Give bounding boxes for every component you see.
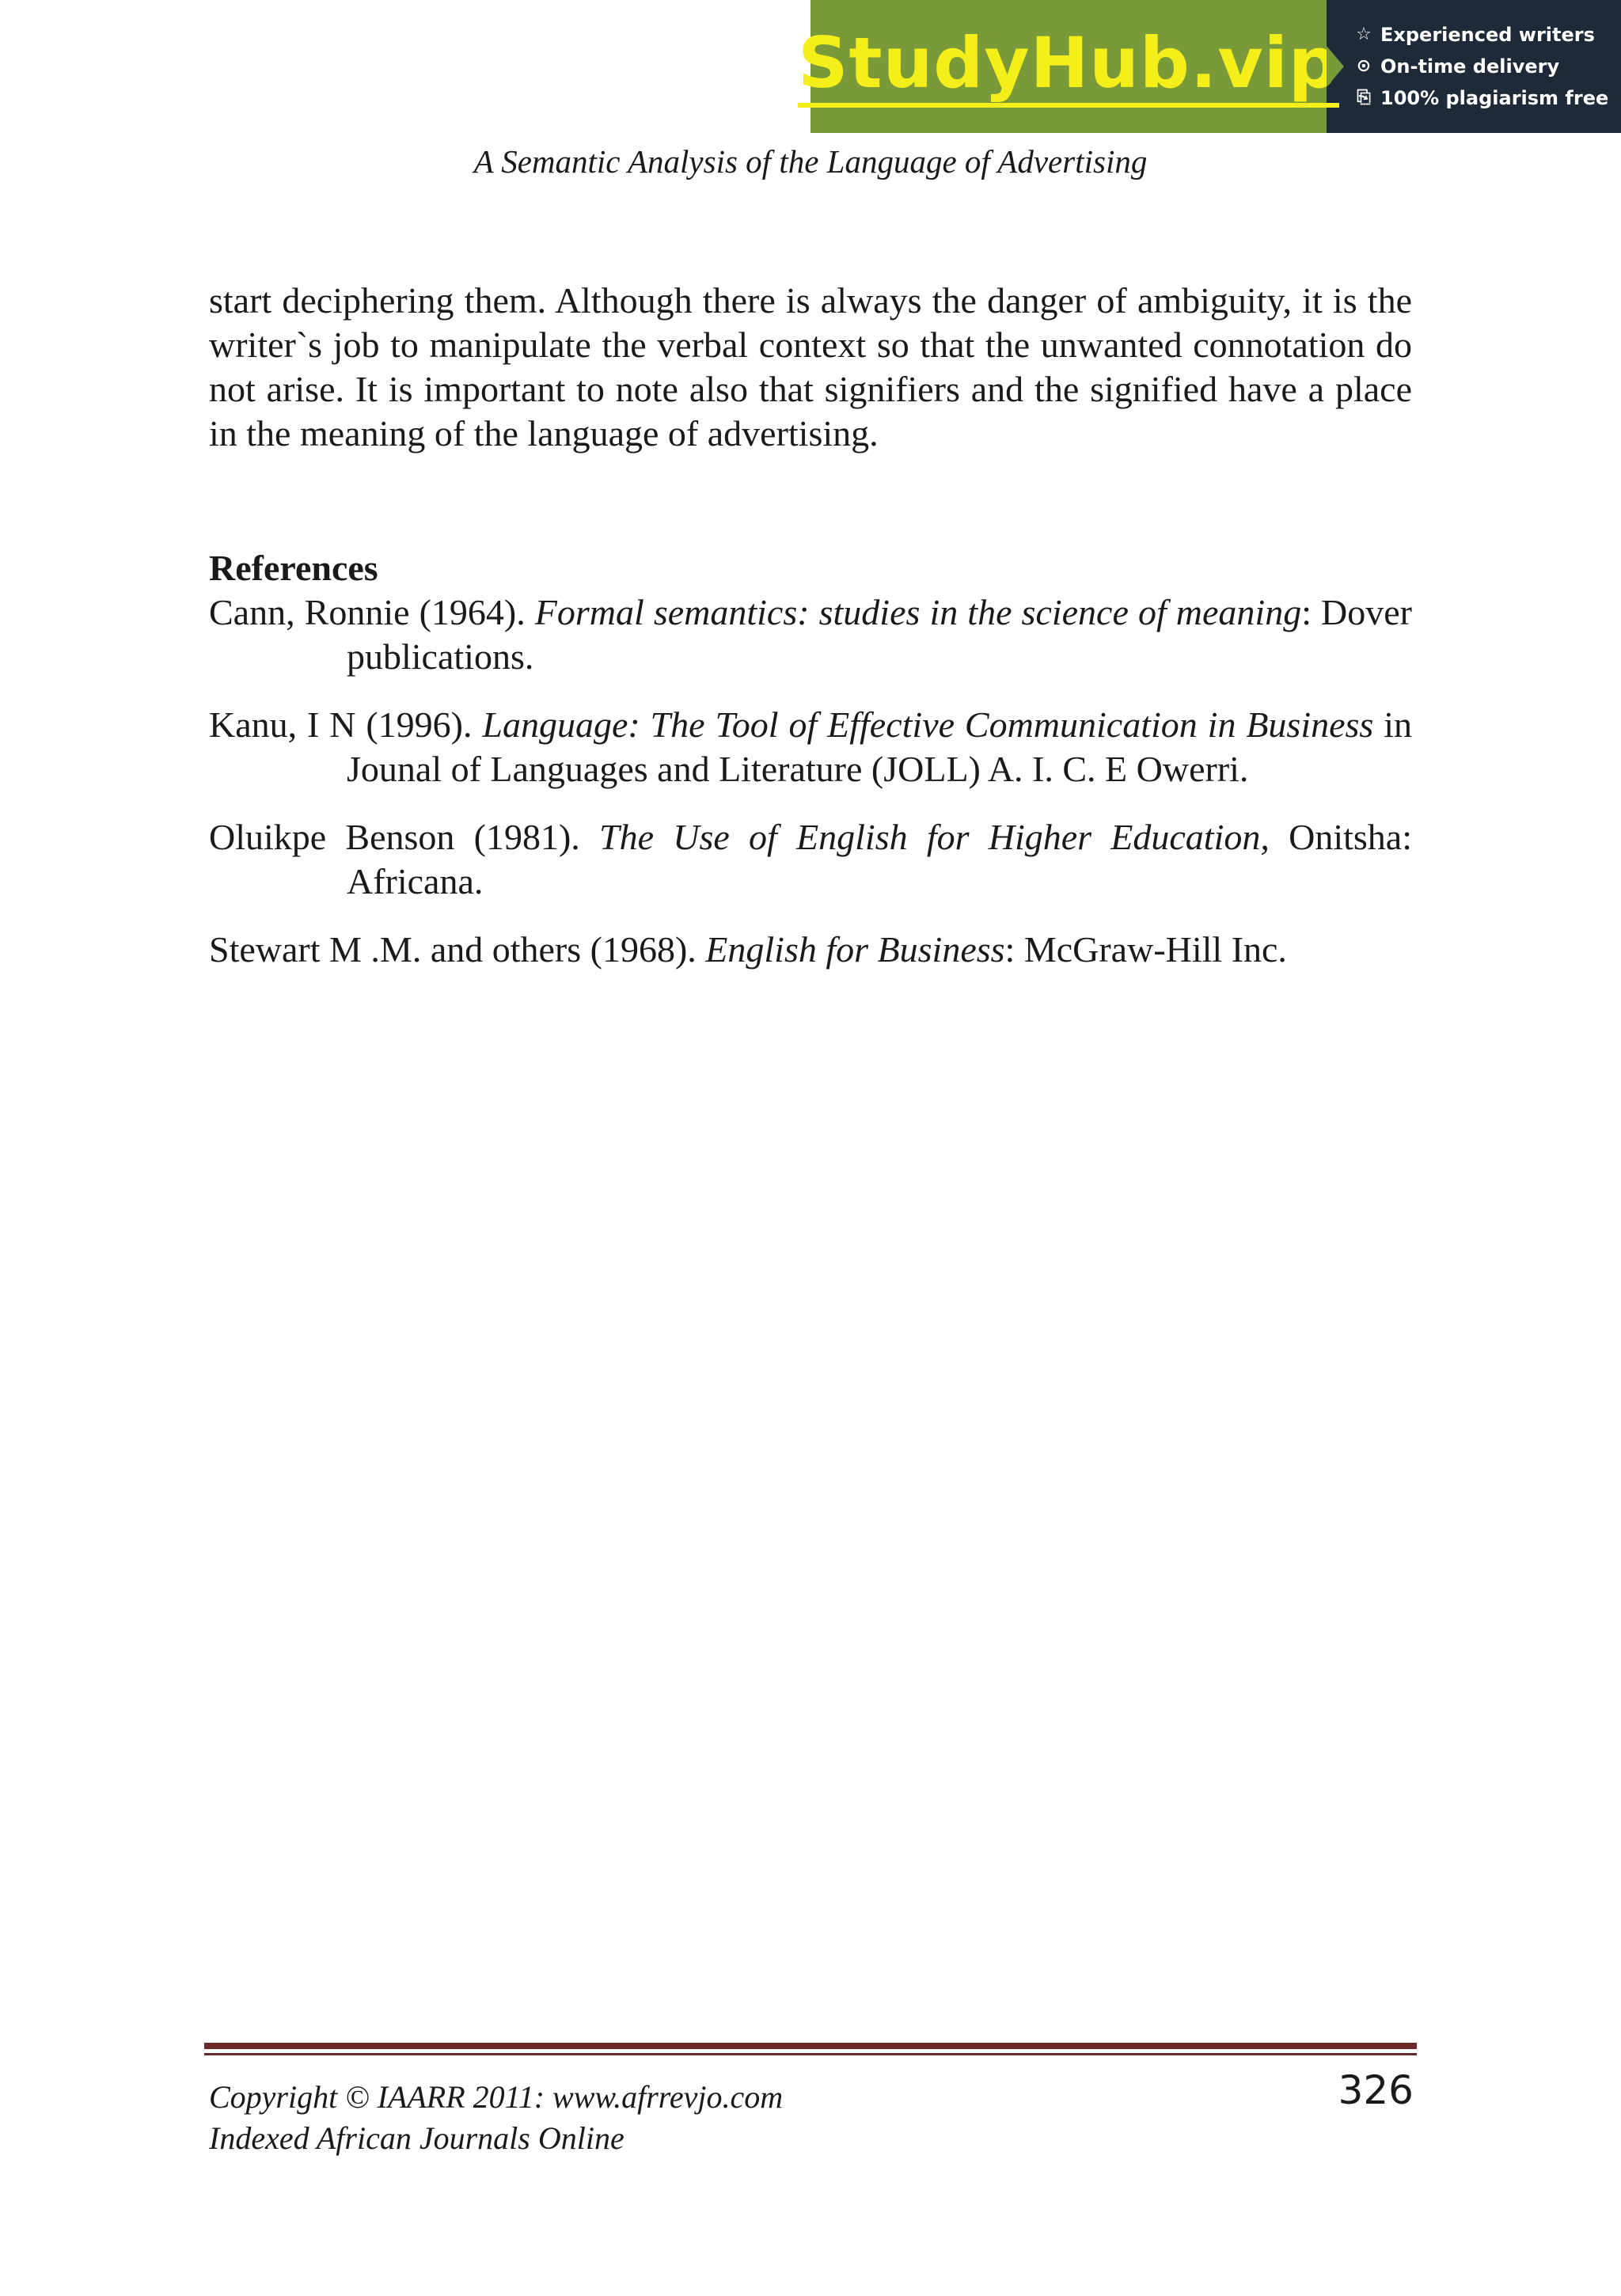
clock-icon: ⊙	[1356, 56, 1372, 76]
footer-divider-thin	[204, 2053, 1417, 2055]
feature-experienced-writers	[1353, 19, 1621, 51]
feature-plagiarism-free	[1353, 82, 1621, 114]
feature-label: On-time delivery	[1380, 55, 1560, 78]
footer-divider	[204, 2043, 1417, 2049]
running-head: A Semantic Analysis of the Language of Advertising	[473, 143, 1148, 180]
document-check-icon: ⎘	[1357, 88, 1371, 108]
footer-info	[209, 2077, 783, 2159]
reference-title: Language: The Tool of Effective Communication in Business	[482, 704, 1374, 745]
reference-author: Stewart M .M. and others (1968).	[209, 929, 706, 970]
reference-publisher: in Jounal of Languages and Literature (JOLL) A. I. C. E Owerri.	[347, 704, 1413, 789]
body-paragraph-text: start deciphering them. Although there is always the danger of ambiguity, it is the writer`s job to manipulate the verbal context so that the unwanted connotation do not arise. It is important to note also that signifiers and the signified have a place in the meaning of the language of advertising.	[209, 280, 1412, 454]
footer-copyright: Copyright © IAARR 2011: www.afrrevjo.com	[209, 2079, 784, 2115]
page-number: 326	[1338, 2067, 1414, 2113]
reference-author: Cann, Ronnie (1964).	[209, 592, 535, 632]
banner-arrow-icon	[1327, 46, 1344, 87]
feature-on-time-delivery	[1353, 51, 1621, 82]
reference-item	[209, 703, 1412, 791]
reference-publisher: : Dover publications.	[347, 592, 1412, 677]
studyhub-banner[interactable]	[798, 0, 1621, 133]
reference-title: English for Business	[705, 929, 1005, 970]
feature-label: 100% plagiarism free	[1380, 87, 1609, 109]
references-list	[209, 590, 1412, 996]
reference-item	[209, 590, 1412, 679]
banner-brand[interactable]	[798, 0, 1339, 133]
banner-features	[1327, 0, 1621, 133]
feature-label: Experienced writers	[1380, 24, 1595, 46]
references-heading: References	[209, 548, 378, 588]
reference-title: Formal semantics: studies in the science of meaning	[534, 592, 1302, 632]
reference-author: Kanu, I N (1996).	[209, 704, 483, 745]
banner-brand-text: StudyHub.vip	[798, 25, 1339, 108]
reference-title: The Use of English for Higher Education,	[599, 817, 1270, 857]
reference-publisher: Onitsha: Africana.	[347, 817, 1412, 901]
body-paragraph	[209, 279, 1412, 456]
reference-publisher: : McGraw-Hill Inc.	[1004, 929, 1287, 970]
reference-author: Oluikpe Benson (1981).	[209, 817, 600, 857]
reference-item	[209, 815, 1412, 904]
reference-item	[209, 928, 1412, 972]
star-icon: ☆	[1356, 25, 1372, 44]
footer-index: Indexed African Journals Online	[209, 2120, 624, 2156]
